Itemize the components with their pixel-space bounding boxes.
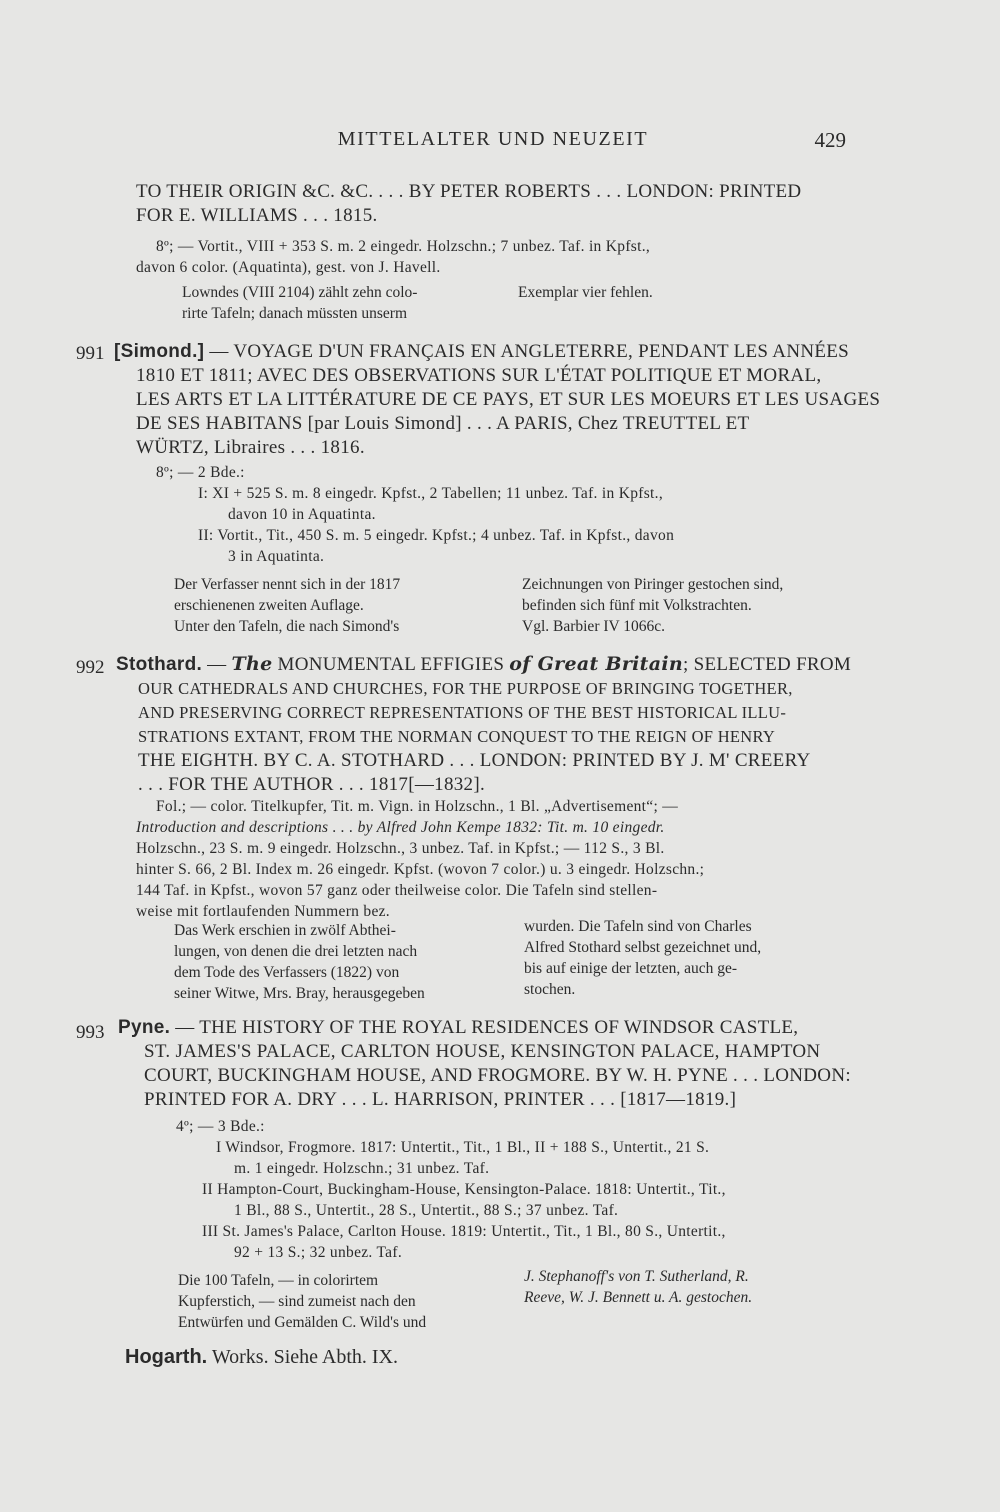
text-line: OUR CATHEDRALS AND CHURCHES, FOR THE PURPOSE OF BRINGING TOGETHER, [138,679,793,698]
text-line: — VOYAGE D'UN FRANÇAIS EN ANGLETERRE, PENDANT LES ANNÉES [209,341,850,362]
note-line: Unter den Tafeln, die nach Simond's [174,618,400,635]
entry-author: Stothard. [116,654,203,675]
text-line: 8º; — 2 Bde.: [156,464,245,481]
text-line: I Windsor, Frogmore. 1817: Untertit., Tit., 1 Bl., II + 188 S., Untertit., 21 S. [216,1139,710,1156]
note-line: J. Stephanoff's von T. Sutherland, R. [524,1268,749,1285]
note-line: rirte Tafeln; danach müssten unserm [182,305,408,322]
text-line: weise mit fortlaufenden Nummern bez. [136,903,390,920]
note-line: Die 100 Tafeln, — in colorirtem [178,1272,379,1289]
text-line: — THE HISTORY OF THE ROYAL RESIDENCES OF WINDSOR CASTLE, [175,1017,799,1038]
text-line: Fol.; — color. Titelkupfer, Tit. m. Vign. in Holzschn., 1 Bl. „Advertisement“; — [156,798,679,815]
text-line: ST. JAMES'S PALACE, CARLTON HOUSE, KENSINGTON PALACE, HAMPTON [144,1041,821,1062]
blackletter-text: The [231,653,273,675]
intro-note-right [518,282,653,303]
entry-993-note-right [524,1266,752,1308]
entry-992-note-left [174,920,425,1004]
entry-993-collation [156,1116,726,1263]
entry-number: 991 [76,343,105,364]
text-line: COURT, BUCKINGHAM HOUSE, AND FROGMORE. BY W. H. PYNE . . . LONDON: [144,1065,851,1086]
text-line: davon 6 color. (Aquatinta), gest. von J. Havell. [136,259,441,276]
text-line: m. 1 eingedr. Holzschn.; 31 unbez. Taf. [234,1160,490,1177]
text-line: 1 Bl., 88 S., Untertit., 28 S., Untertit., 88 S.; 37 unbez. Taf. [234,1202,619,1219]
text-line: WÜRTZ, Libraires . . . 1816. [136,437,365,458]
text-line: 92 + 13 S.; 32 unbez. Taf. [234,1244,402,1261]
note-line: Entwürfen und Gemälden C. Wild's und [178,1314,427,1331]
page-header [140,128,846,158]
intro-note-left [182,282,417,324]
running-title: MITTELALTER UND NEUZEIT [337,128,649,150]
text-line: STRATIONS EXTANT, FROM THE NORMAN CONQUEST TO THE REIGN OF HENRY [138,727,776,746]
entry-991-note-right [522,574,783,637]
text-line: TO THEIR ORIGIN &C. &C. . . . BY PETER ROBERTS . . . LONDON: PRINTED [136,181,802,202]
text-line: THE EIGHTH. BY C. A. STOTHARD . . . LONDON: PRINTED BY J. M' CREERY [138,750,811,771]
note-line: wurden. Die Tafeln sind von Charles [524,918,752,935]
entry-991-title [114,340,880,460]
note-line: Lowndes (VIII 2104) zählt zehn colo- [182,284,418,301]
note-line: erschienenen zweiten Auflage. [174,597,364,614]
text-line: 1810 ET 1811; AVEC DES OBSERVATIONS SUR L'ÉTAT POLITIQUE ET MORAL, [136,365,822,386]
intro-collation [136,236,650,278]
note-line: lungen, von denen die drei letzten nach [174,943,418,960]
title-text: ; SELECTED FROM [683,654,852,675]
text-line: 4º; — 3 Bde.: [176,1118,265,1135]
note-line: Zeichnungen von Piringer gestochen sind, [522,576,784,593]
entry-992-collation [136,796,704,922]
cross-reference [125,1346,398,1369]
page-number: 429 [814,128,846,152]
note-line: seiner Witwe, Mrs. Bray, herausgegeben [174,985,425,1002]
text-line: . . . FOR THE AUTHOR . . . 1817[—1832]. [138,774,486,795]
text-line: 8º; — Vortit., VIII + 353 S. m. 2 eingedr. Holzschn.; 7 unbez. Taf. in Kpfst., [156,238,651,255]
text-line: II Hampton-Court, Buckingham-House, Kensington-Palace. 1818: Untertit., Tit., [202,1181,726,1198]
entry-992-title [116,652,851,797]
note-line: dem Tode des Verfassers (1822) von [174,964,400,981]
text-line: FOR E. WILLIAMS . . . 1815. [136,205,378,226]
text-line: davon 10 in Aquatinta. [228,506,376,523]
title-text: — [207,654,232,675]
note-line: Vgl. Barbier IV 1066c. [522,618,666,635]
text-line: 144 Taf. in Kpfst., wovon 57 ganz oder theilweise color. Die Tafeln sind stellen- [136,882,658,899]
intro-title [136,180,801,228]
note-line: Der Verfasser nennt sich in der 1817 [174,576,401,593]
text-line: Introduction and descriptions . . . by Alfred John Kempe 1832: Tit. m. 10 eingedr. [136,819,665,836]
text-line: III St. James's Palace, Carlton House. 1819: Untertit., Tit., 1 Bl., 80 S., Untertit., [202,1223,726,1240]
entry-991-note-left [174,574,400,637]
note-line: stochen. [524,981,576,998]
text-line: I: XI + 525 S. m. 8 eingedr. Kpfst., 2 Tabellen; 11 unbez. Taf. in Kpfst., [198,485,664,502]
note-line: Kupferstich, — sind zumeist nach den [178,1293,416,1310]
text-line: DE SES HABITANS [par Louis Simond] . . . A PARIS, Chez TREUTTEL ET [136,413,750,434]
blackletter-text: of Great Britain [509,653,683,675]
note-line: Alfred Stothard selbst gezeichnet und, [524,939,762,956]
entry-author: Pyne. [118,1017,171,1038]
entry-993-title [118,1016,851,1112]
text-line: hinter S. 66, 2 Bl. Index m. 26 eingedr. Kpfst. (wovon 7 color.) u. 3 eingedr. Holzschn.; [136,861,705,878]
note-line: bis auf einige der letzten, auch ge- [524,960,738,977]
text-line: 3 in Aquatinta. [228,548,325,565]
entry-992-note-right [524,916,761,1000]
text-line: PRINTED FOR A. DRY . . . L. HARRISON, PRINTER . . . [1817—1819.] [144,1089,737,1110]
title-text: MONUMENTAL EFFIGIES [272,654,510,675]
note-line: Reeve, W. J. Bennett u. A. gestochen. [524,1289,753,1306]
entry-number: 992 [76,657,105,678]
entry-993-note-left [178,1270,426,1333]
entry-991-collation [136,462,674,567]
text-line: Holzschn., 23 S. m. 9 eingedr. Holzschn., 3 unbez. Taf. in Kpfst.; — 112 S., 3 Bl. [136,840,665,857]
note-line: befinden sich fünf mit Volkstrachten. [522,597,752,614]
text-line: LES ARTS ET LA LITTÉRATURE DE CE PAYS, ET SUR LES MOEURS ET LES USAGES [136,389,881,410]
note-line: Exemplar vier fehlen. [518,284,653,301]
note-line: Das Werk erschien in zwölf Abthei- [174,922,396,939]
text-line: AND PRESERVING CORRECT REPRESENTATIONS OF THE BEST HISTORICAL ILLU- [138,703,787,722]
text-line: II: Vortit., Tit., 450 S. m. 5 eingedr. Kpfst.; 4 unbez. Taf. in Kpfst., davon [198,527,675,544]
cross-reference-text: Works. Siehe Abth. IX. [211,1346,399,1368]
entry-author: [Simond.] [114,341,205,362]
entry-number: 993 [76,1022,105,1043]
cross-reference-name: Hogarth. [125,1346,208,1368]
